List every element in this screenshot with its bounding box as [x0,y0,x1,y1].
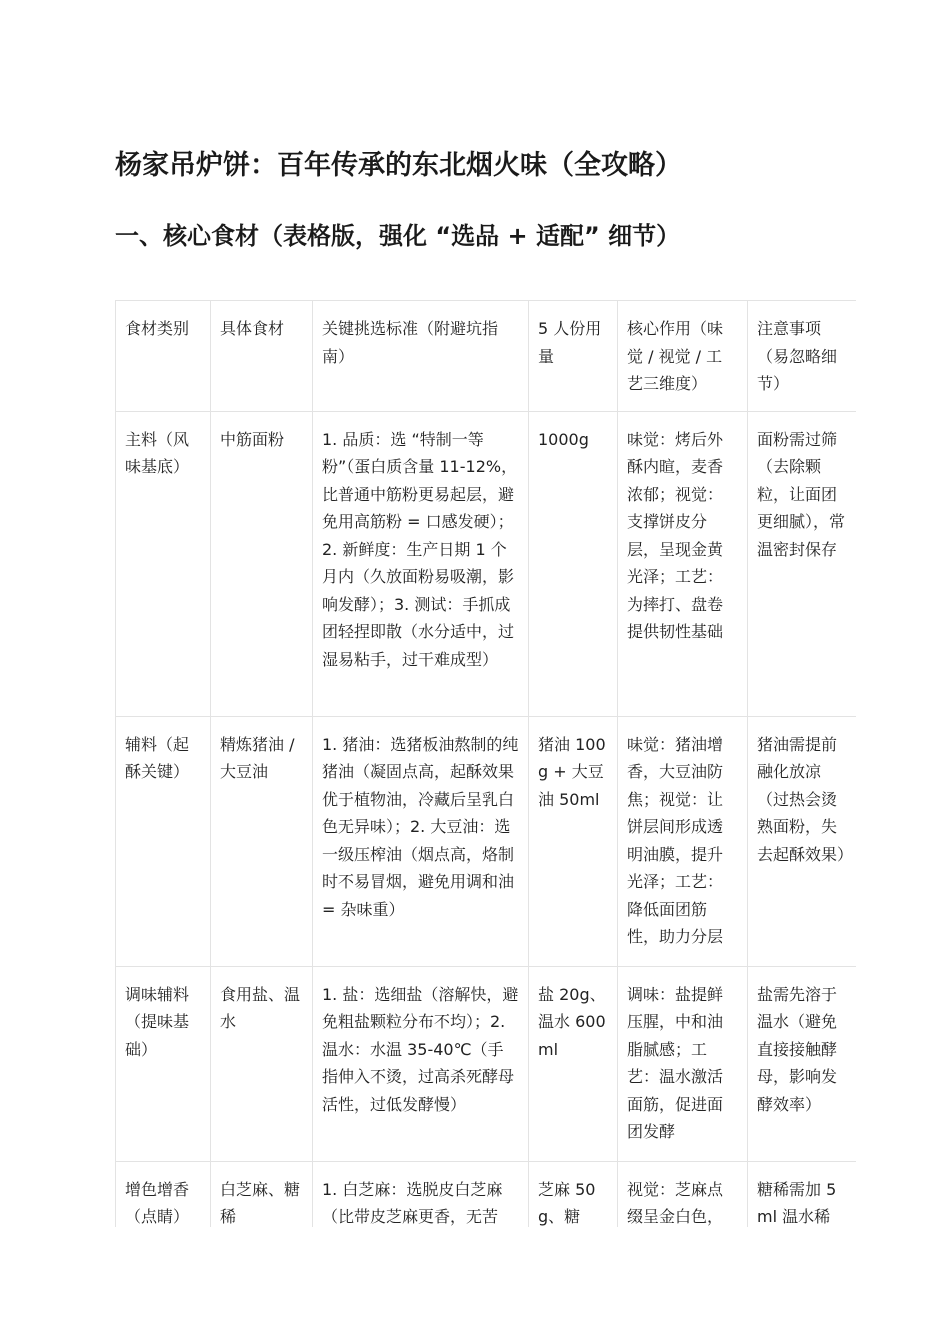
table-cell: 精炼猪油 / 大豆油 [211,716,313,966]
header-cell-function: 核心作用（味觉 / 视觉 / 工艺三维度） [618,301,748,412]
ingredients-table [115,300,856,1227]
table-cell: 盐需先溶于温水（避免直接接触酵母，影响发酵效率） [748,966,857,1161]
table-row [116,716,857,966]
table-cell: 1. 猪油：选猪板油熬制的纯猪油（凝固点高，起酥效果优于植物油，冷藏后呈乳白色无异味）；2. 大豆油：选一级压榨油（烟点高，烙制时不易冒烟，避免用调和油 = 杂味重） [313,716,529,966]
table-row [116,411,857,716]
table-cell: 面粉需过筛（去除颗粒，让面团更细腻），常温密封保存 [748,411,857,716]
table-cell: 食用盐、温水 [211,966,313,1161]
table-cell: 辅料（起酥关键） [116,716,211,966]
table-cell: 白芝麻、糖稀 [211,1161,313,1227]
section-heading: 一、核心食材（表格版，强化 “选品 + 适配” 细节） [115,222,681,250]
table-cell: 1. 盐：选细盐（溶解快，避免粗盐颗粒分布不均）；2. 温水：水温 35-40℃（手指伸入不烫，过高杀死酵母活性，过低发酵慢） [313,966,529,1161]
table-cell: 猪油 100g + 大豆油 50ml [529,716,618,966]
table-row [116,966,857,1161]
table-cell: 中筋面粉 [211,411,313,716]
table-header-row [116,301,857,412]
table-cell: 视觉：芝麻点缀呈金白色， [618,1161,748,1227]
table-cell: 调味：盐提鲜压腥，中和油脂腻感；工艺：温水激活面筋，促进面团发酵 [618,966,748,1161]
table-cell: 1. 白芝麻：选脱皮白芝麻（比带皮芝麻更香，无苦 [313,1161,529,1227]
table-row [116,1161,857,1227]
header-cell-amount: 5 人份用量 [529,301,618,412]
table-cell: 1000g [529,411,618,716]
table-cell: 糖稀需加 5ml 温水稀 [748,1161,857,1227]
table-cell: 味觉：猪油增香，大豆油防焦；视觉：让饼层间形成透明油膜，提升光泽；工艺：降低面团筋性，助力分层 [618,716,748,966]
header-cell-category: 食材类别 [116,301,211,412]
table-cell: 主料（风味基底） [116,411,211,716]
table-cell: 味觉：烤后外酥内暄，麦香浓郁；视觉：支撑饼皮分层，呈现金黄光泽；工艺：为摔打、盘卷提供韧性基础 [618,411,748,716]
header-cell-criteria: 关键挑选标准（附避坑指南） [313,301,529,412]
table-cell: 芝麻 50g、糖 [529,1161,618,1227]
table-cell: 1. 品质：选 “特制一等粉”（蛋白质含量 11-12%，比普通中筋粉更易起层，避免用高筋粉 = 口感发硬）；2. 新鲜度：生产日期 1 个月内（久放面粉易吸潮，影响发酵）；3. 测试：手抓成团轻捏即散（水分适中，过湿易粘手，过干难成型） [313,411,529,716]
table-cell: 增色增香（点睛） [116,1161,211,1227]
table-cell: 调味辅料（提味基础） [116,966,211,1161]
header-cell-ingredient: 具体食材 [211,301,313,412]
header-cell-notes: 注意事项（易忽略细节） [748,301,857,412]
ingredients-table-container [115,300,856,1227]
table-cell: 猪油需提前融化放凉（过热会烫熟面粉，失去起酥效果） [748,716,857,966]
table-cell: 盐 20g、温水 600ml [529,966,618,1161]
page-title: 杨家吊炉饼：百年传承的东北烟火味（全攻略） [115,150,682,181]
